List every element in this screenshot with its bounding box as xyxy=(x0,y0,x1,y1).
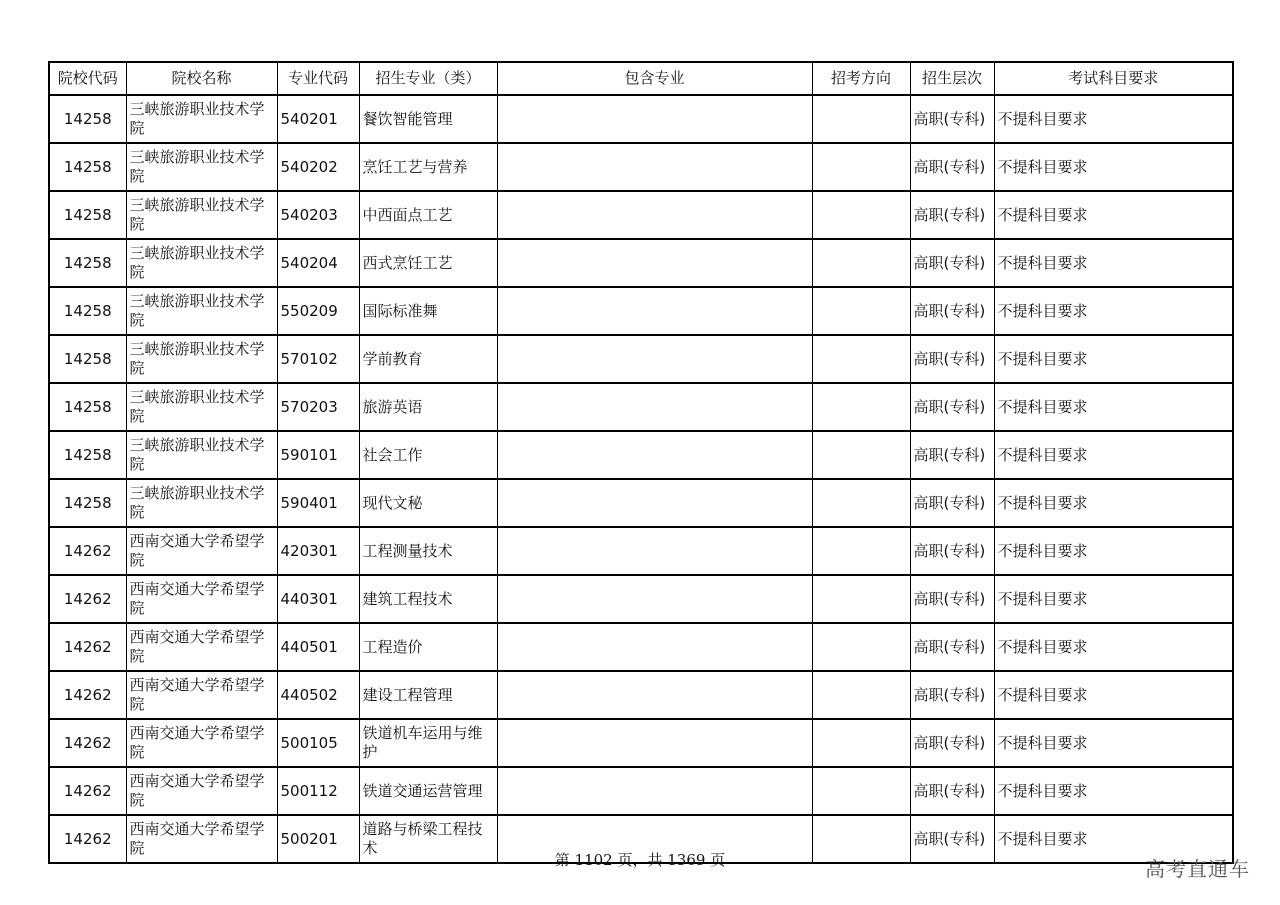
cell-school-code: 14262 xyxy=(49,623,126,671)
cell-major: 国际标准舞 xyxy=(359,287,497,335)
cell-school-code: 14258 xyxy=(49,479,126,527)
cell-school-name: 西南交通大学希望学院 xyxy=(126,671,277,719)
table-header-row xyxy=(49,62,1233,95)
cell-requirement: 不提科目要求 xyxy=(994,95,1233,143)
cell-major: 社会工作 xyxy=(359,431,497,479)
cell-school-name: 三峡旅游职业技术学院 xyxy=(126,431,277,479)
cell-school-code: 14262 xyxy=(49,767,126,815)
cell-requirement: 不提科目要求 xyxy=(994,767,1233,815)
cell-school-code: 14258 xyxy=(49,335,126,383)
cell-direction xyxy=(812,719,910,767)
cell-direction xyxy=(812,335,910,383)
cell-requirement: 不提科目要求 xyxy=(994,575,1233,623)
cell-major: 道路与桥梁工程技术 xyxy=(359,815,497,863)
cell-major-code: 420301 xyxy=(277,527,359,575)
cell-school-name: 西南交通大学希望学院 xyxy=(126,575,277,623)
cell-major-code: 540202 xyxy=(277,143,359,191)
cell-school-name: 西南交通大学希望学院 xyxy=(126,527,277,575)
cell-level: 高职(专科) xyxy=(910,239,994,287)
cell-major-code: 500105 xyxy=(277,719,359,767)
cell-school-code: 14262 xyxy=(49,671,126,719)
watermark-logo-text: 高考直通车 xyxy=(1145,857,1250,881)
cell-requirement: 不提科目要求 xyxy=(994,623,1233,671)
cell-included-majors xyxy=(497,479,812,527)
table-body xyxy=(49,95,1233,863)
cell-requirement: 不提科目要求 xyxy=(994,239,1233,287)
cell-school-code: 14262 xyxy=(49,719,126,767)
cell-level: 高职(专科) xyxy=(910,431,994,479)
header-school-name: 院校名称 xyxy=(126,62,277,95)
admission-table xyxy=(48,61,1234,864)
cell-included-majors xyxy=(497,527,812,575)
cell-major-code: 540203 xyxy=(277,191,359,239)
cell-major-code: 440301 xyxy=(277,575,359,623)
header-requirement: 考试科目要求 xyxy=(994,62,1233,95)
cell-included-majors xyxy=(497,287,812,335)
cell-major-code: 540204 xyxy=(277,239,359,287)
cell-direction xyxy=(812,575,910,623)
cell-included-majors xyxy=(497,671,812,719)
cell-level: 高职(专科) xyxy=(910,143,994,191)
cell-school-code: 14262 xyxy=(49,575,126,623)
cell-level: 高职(专科) xyxy=(910,383,994,431)
cell-school-name: 西南交通大学希望学院 xyxy=(126,623,277,671)
cell-included-majors xyxy=(497,383,812,431)
cell-level: 高职(专科) xyxy=(910,767,994,815)
cell-major-code: 540201 xyxy=(277,95,359,143)
cell-major: 中西面点工艺 xyxy=(359,191,497,239)
cell-school-code: 14258 xyxy=(49,287,126,335)
cell-level: 高职(专科) xyxy=(910,719,994,767)
cell-direction xyxy=(812,191,910,239)
cell-direction xyxy=(812,383,910,431)
cell-requirement: 不提科目要求 xyxy=(994,671,1233,719)
cell-included-majors xyxy=(497,719,812,767)
cell-requirement: 不提科目要求 xyxy=(994,143,1233,191)
cell-level: 高职(专科) xyxy=(910,671,994,719)
cell-major-code: 590101 xyxy=(277,431,359,479)
cell-major: 铁道交通运营管理 xyxy=(359,767,497,815)
cell-school-name: 西南交通大学希望学院 xyxy=(126,815,277,863)
cell-school-name: 三峡旅游职业技术学院 xyxy=(126,335,277,383)
table-row xyxy=(49,191,1233,239)
table-row xyxy=(49,383,1233,431)
cell-school-name: 三峡旅游职业技术学院 xyxy=(126,191,277,239)
cell-direction xyxy=(812,287,910,335)
header-included-majors: 包含专业 xyxy=(497,62,812,95)
table-row xyxy=(49,287,1233,335)
cell-school-code: 14258 xyxy=(49,143,126,191)
table-row xyxy=(49,479,1233,527)
table-row xyxy=(49,95,1233,143)
cell-major: 建设工程管理 xyxy=(359,671,497,719)
cell-school-name: 三峡旅游职业技术学院 xyxy=(126,143,277,191)
cell-direction xyxy=(812,143,910,191)
table-row xyxy=(49,623,1233,671)
cell-major: 工程测量技术 xyxy=(359,527,497,575)
cell-included-majors xyxy=(497,575,812,623)
cell-school-name: 三峡旅游职业技术学院 xyxy=(126,95,277,143)
cell-school-name: 三峡旅游职业技术学院 xyxy=(126,239,277,287)
cell-major: 工程造价 xyxy=(359,623,497,671)
cell-major: 西式烹饪工艺 xyxy=(359,239,497,287)
cell-level: 高职(专科) xyxy=(910,191,994,239)
cell-direction xyxy=(812,239,910,287)
cell-requirement: 不提科目要求 xyxy=(994,191,1233,239)
cell-requirement: 不提科目要求 xyxy=(994,815,1233,863)
cell-requirement: 不提科目要求 xyxy=(994,383,1233,431)
header-school-code: 院校代码 xyxy=(49,62,126,95)
cell-school-code: 14258 xyxy=(49,431,126,479)
cell-school-code: 14258 xyxy=(49,95,126,143)
cell-level: 高职(专科) xyxy=(910,815,994,863)
cell-level: 高职(专科) xyxy=(910,95,994,143)
cell-included-majors xyxy=(497,143,812,191)
cell-direction xyxy=(812,95,910,143)
cell-direction xyxy=(812,479,910,527)
cell-level: 高职(专科) xyxy=(910,527,994,575)
cell-requirement: 不提科目要求 xyxy=(994,431,1233,479)
cell-major: 餐饮智能管理 xyxy=(359,95,497,143)
cell-included-majors xyxy=(497,191,812,239)
page-number: 第 1102 页，共 1369 页 xyxy=(554,851,726,869)
header-major: 招生专业（类） xyxy=(359,62,497,95)
cell-requirement: 不提科目要求 xyxy=(994,719,1233,767)
cell-major-code: 500112 xyxy=(277,767,359,815)
cell-major: 铁道机车运用与维护 xyxy=(359,719,497,767)
cell-direction xyxy=(812,671,910,719)
cell-major: 建筑工程技术 xyxy=(359,575,497,623)
table-row xyxy=(49,335,1233,383)
header-level: 招生层次 xyxy=(910,62,994,95)
cell-requirement: 不提科目要求 xyxy=(994,335,1233,383)
cell-major-code: 440502 xyxy=(277,671,359,719)
cell-major-code: 570203 xyxy=(277,383,359,431)
cell-direction xyxy=(812,431,910,479)
table-row xyxy=(49,767,1233,815)
cell-major: 学前教育 xyxy=(359,335,497,383)
cell-major: 旅游英语 xyxy=(359,383,497,431)
cell-school-code: 14262 xyxy=(49,815,126,863)
cell-major: 烹饪工艺与营养 xyxy=(359,143,497,191)
cell-major: 现代文秘 xyxy=(359,479,497,527)
cell-school-name: 三峡旅游职业技术学院 xyxy=(126,383,277,431)
cell-level: 高职(专科) xyxy=(910,575,994,623)
cell-direction xyxy=(812,527,910,575)
cell-direction xyxy=(812,767,910,815)
cell-school-name: 西南交通大学希望学院 xyxy=(126,719,277,767)
cell-level: 高职(专科) xyxy=(910,623,994,671)
header-major-code: 专业代码 xyxy=(277,62,359,95)
table-row xyxy=(49,431,1233,479)
cell-included-majors xyxy=(497,95,812,143)
cell-included-majors xyxy=(497,623,812,671)
table-row xyxy=(49,239,1233,287)
cell-school-code: 14258 xyxy=(49,383,126,431)
cell-requirement: 不提科目要求 xyxy=(994,479,1233,527)
table-row xyxy=(49,575,1233,623)
cell-major-code: 570102 xyxy=(277,335,359,383)
table-row xyxy=(49,527,1233,575)
header-direction: 招考方向 xyxy=(812,62,910,95)
cell-school-code: 14262 xyxy=(49,527,126,575)
cell-major-code: 500201 xyxy=(277,815,359,863)
cell-requirement: 不提科目要求 xyxy=(994,287,1233,335)
cell-school-name: 三峡旅游职业技术学院 xyxy=(126,479,277,527)
cell-school-code: 14258 xyxy=(49,191,126,239)
cell-major-code: 440501 xyxy=(277,623,359,671)
cell-level: 高职(专科) xyxy=(910,479,994,527)
cell-included-majors xyxy=(497,431,812,479)
cell-included-majors xyxy=(497,239,812,287)
cell-school-code: 14258 xyxy=(49,239,126,287)
cell-requirement: 不提科目要求 xyxy=(994,527,1233,575)
cell-major-code: 590401 xyxy=(277,479,359,527)
cell-school-name: 三峡旅游职业技术学院 xyxy=(126,287,277,335)
table-row xyxy=(49,671,1233,719)
table-row xyxy=(49,719,1233,767)
cell-level: 高职(专科) xyxy=(910,287,994,335)
table-row xyxy=(49,143,1233,191)
cell-school-name: 西南交通大学希望学院 xyxy=(126,767,277,815)
admission-table-sheet xyxy=(48,61,1232,864)
cell-level: 高职(专科) xyxy=(910,335,994,383)
cell-included-majors xyxy=(497,767,812,815)
cell-major-code: 550209 xyxy=(277,287,359,335)
cell-direction xyxy=(812,623,910,671)
cell-included-majors xyxy=(497,335,812,383)
